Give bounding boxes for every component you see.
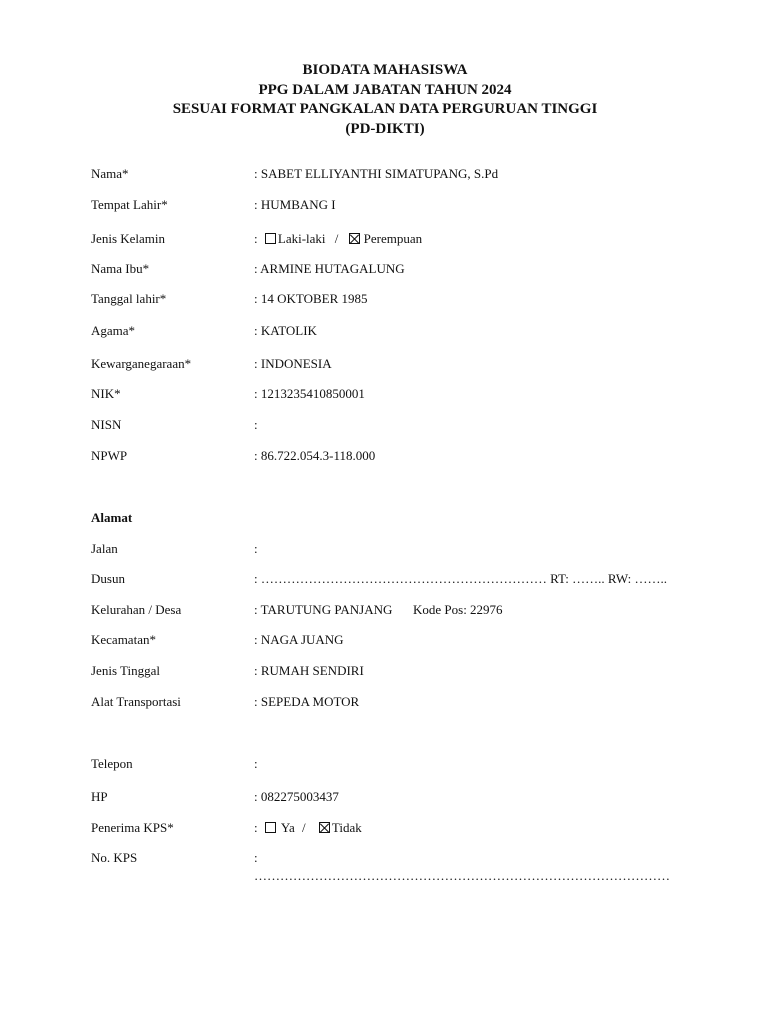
kode-pos: Kode Pos: 22976 <box>413 602 503 617</box>
option-perempuan-label: Perempuan <box>363 231 423 246</box>
title-line-2: PPG DALAM JABATAN TAHUN 2024 <box>258 81 512 98</box>
field-value: : RUMAH SENDIRI <box>254 663 364 678</box>
field-nik <box>0 385 768 403</box>
field-label: Tempat Lahir* <box>91 197 168 212</box>
field-label: No. KPS <box>91 850 138 865</box>
title-line-3: SESUAI FORMAT PANGKALAN DATA PERGURUAN TINGGI <box>172 101 598 117</box>
field-value: : 86.722.054.3-118.000 <box>254 448 376 463</box>
field-label: Kewarganegaraan* <box>91 356 192 371</box>
kps-options <box>254 819 362 837</box>
field-agama <box>0 322 768 340</box>
field-label: NISN <box>91 417 122 432</box>
field-value: : <box>254 541 258 556</box>
field-label: Nama* <box>91 166 129 181</box>
field-value: : NAGA JUANG <box>254 632 344 647</box>
field-nama-ibu <box>0 260 768 278</box>
field-value: : SEPEDA MOTOR <box>254 694 360 709</box>
option-tidak-label: Tidak <box>331 820 362 835</box>
field-label: HP <box>91 789 108 804</box>
section-alamat <box>0 509 768 527</box>
field-label: Nama Ibu* <box>91 261 150 276</box>
field-value: : <box>254 417 258 432</box>
checkbox-tidak[interactable] <box>319 822 330 833</box>
field-no-kps <box>0 849 768 885</box>
title-line-4: (PD-DIKTI) <box>345 120 425 137</box>
document-title <box>0 61 768 139</box>
field-tanggal-lahir <box>0 290 768 308</box>
field-tempat-lahir <box>0 196 768 214</box>
field-jalan <box>0 540 768 558</box>
field-label: Jenis Kelamin <box>91 231 166 246</box>
field-label: Jenis Tinggal <box>91 663 160 678</box>
field-value: : ARMINE HUTAGALUNG <box>254 261 405 276</box>
option-separator: / <box>334 231 339 246</box>
title-line-1: BIODATA MAHASISWA <box>302 62 468 78</box>
field-label: Alat Transportasi <box>91 694 181 709</box>
field-jenis-tinggal <box>0 662 768 680</box>
field-label: NPWP <box>91 448 128 463</box>
field-label: Penerima KPS* <box>91 820 174 835</box>
field-prefix: : <box>254 231 258 246</box>
gender-options <box>254 230 422 248</box>
field-alat-transportasi <box>0 693 768 711</box>
checkbox-laki-laki[interactable] <box>265 233 276 244</box>
field-label: Kelurahan / Desa <box>91 602 182 617</box>
field-hp <box>0 788 768 806</box>
field-label: NIK* <box>91 386 121 401</box>
field-label: Tanggal lahir* <box>91 291 167 306</box>
field-label: Agama* <box>91 323 136 338</box>
field-npwp <box>0 447 768 465</box>
option-ya-label: Ya <box>280 820 295 835</box>
field-prefix: : <box>254 820 258 835</box>
field-value: : ………………………………………………………… RT: …….. RW: …….. <box>254 571 668 586</box>
field-value: : TARUTUNG PANJANG <box>254 602 393 617</box>
field-value: : HUMBANG I <box>254 197 336 212</box>
option-laki-laki-label: Laki-laki <box>277 231 326 246</box>
field-value: : 1213235410850001 <box>254 386 365 401</box>
field-label: Telepon <box>91 756 133 771</box>
field-value: : <box>254 850 258 865</box>
field-value: : <box>254 756 258 771</box>
field-dusun <box>0 570 768 588</box>
checkbox-perempuan[interactable] <box>349 233 360 244</box>
field-value: : 082275003437 <box>254 789 339 804</box>
field-penerima-kps <box>0 819 768 837</box>
field-nisn <box>0 416 768 434</box>
field-telepon <box>0 755 768 773</box>
field-jenis-kelamin <box>0 230 768 248</box>
field-value: : INDONESIA <box>254 356 332 371</box>
field-label: Kecamatan* <box>91 632 156 647</box>
field-value: : SABET ELLIYANTHI SIMATUPANG, S.Pd <box>254 166 499 181</box>
checkbox-ya[interactable] <box>265 822 276 833</box>
field-value: : KATOLIK <box>254 323 317 338</box>
field-nama <box>0 165 768 183</box>
field-label: Jalan <box>91 541 118 556</box>
option-separator: / <box>301 820 306 835</box>
field-label: Dusun <box>91 571 125 586</box>
field-kecamatan <box>0 631 768 649</box>
field-value: : 14 OKTOBER 1985 <box>254 291 368 306</box>
field-kelurahan <box>0 601 768 619</box>
field-kewarganegaraan <box>0 355 768 373</box>
section-heading: Alamat <box>91 510 133 525</box>
no-kps-dotted-line: …………………………………………………………………………………… <box>254 868 670 883</box>
